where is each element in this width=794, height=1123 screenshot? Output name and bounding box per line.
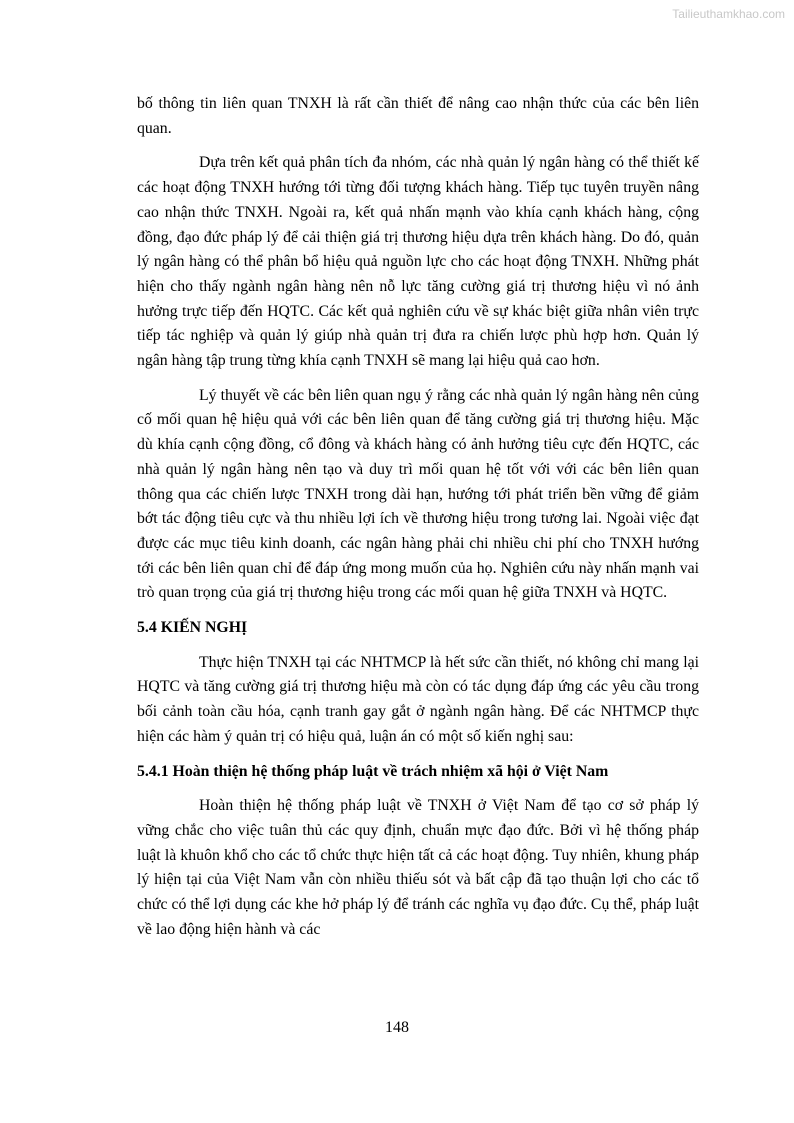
paragraph-continuation: bố thông tin liên quan TNXH là rất cần thiết để nâng cao nhận thức của các bên liên quan. (137, 95, 699, 137)
paragraph-stakeholder-theory: Lý thuyết về các bên liên quan ngụ ý rằng các nhà quản lý ngân hàng nên củng cố mối quan hệ hiệu quả với các bên liên quan để tăng cường giá trị thương hiệu. Mặc dù khía cạnh cộng đồng, cổ đông và khách hàng có ảnh hưởng tiêu cực đến HQTC, các nhà quản lý ngân hàng nên tạo và duy trì mối quan hệ tốt với với các bên liên quan thông qua các chiến lược TNXH trong dài hạn, hướng tới phát triển bền vững để giảm bớt tác động tiêu cực và thu nhiều lợi ích về thương hiệu trong tương lai. Ngoài việc đạt được các mục tiêu kinh doanh, các ngân hàng phải chi nhiều chi phí cho TNXH hướng tới các bên liên quan chỉ để đáp ứng mong muốn của họ. Nghiên cứu này nhấn mạnh vai trò quan trọng của giá trị thương hiệu trong các mối quan hệ giữa TNXH và HQTC. (137, 386, 699, 602)
paragraph-recommendations-intro: Thực hiện TNXH tại các NHTMCP là hết sức cần thiết, nó không chỉ mang lại HQTC và tăng cường giá trị thương hiệu mà còn có tác dụng đáp ứng các yêu cầu trong bối cảnh toàn cầu hóa, cạnh tranh gay gắt ở ngành ngân hàng. Để các NHTMCP thực hiện các hàm ý quản trị có hiệu quả, luận án có một số kiến nghị sau: (137, 653, 699, 745)
page-number: 148 (385, 1019, 409, 1036)
section-heading-recommendations: 5.4 KIẾN NGHỊ (137, 619, 248, 637)
page-content (137, 92, 699, 953)
subsection-heading-legal-system: 5.4.1 Hoàn thiện hệ thống pháp luật về trách nhiệm xã hội ở Việt Nam (137, 762, 609, 780)
paragraph-management-implications: Dựa trên kết quả phân tích đa nhóm, các nhà quản lý ngân hàng có thể thiết kế các hoạt động TNXH hướng tới từng đối tượng khách hàng. Tiếp tục tuyên truyền nâng cao nhận thức TNXH. Ngoài ra, kết quả nhấn mạnh vào khía cạnh khách hàng, cộng đồng, đạo đức pháp lý để cải thiện giá trị thương hiệu dựa trên khách hàng. Do đó, quản lý ngân hàng có thể phân bổ hiệu quả nguồn lực cho các hoạt động TNXH. Những phát hiện cho thấy ngành ngân hàng nên nỗ lực tăng cường giá trị thương hiệu vì nó ảnh hưởng trực tiếp đến HQTC. Các kết quả nghiên cứu về sự khác biệt giữa nhân viên trực tiếp tác nghiệp và quản lý giúp nhà quản trị đưa ra chiến lược phù hợp hơn. Quản lý ngân hàng tập trung từng khía cạnh TNXH sẽ mang lại hiệu quả cao hơn. (137, 154, 699, 370)
watermark: Tailieuthamkhao.com (672, 7, 785, 21)
paragraph-legal-system: Hoàn thiện hệ thống pháp luật về TNXH ở Việt Nam để tạo cơ sở pháp lý vững chắc cho việc tuân thủ các quy định, chuẩn mực đạo đức. Bởi vì hệ thống pháp luật là khuôn khổ cho các tổ chức thực hiện tất cả các hoạt động. Tuy nhiên, khung pháp lý hiện tại của Việt Nam vẫn còn nhiều thiếu sót và bất cập đã tạo thuận lợi cho các tổ chức có thể lợi dụng các khe hở pháp lý để tránh các nghĩa vụ đạo đức. Cụ thể, pháp luật về lao động hiện hành và các (137, 797, 699, 938)
